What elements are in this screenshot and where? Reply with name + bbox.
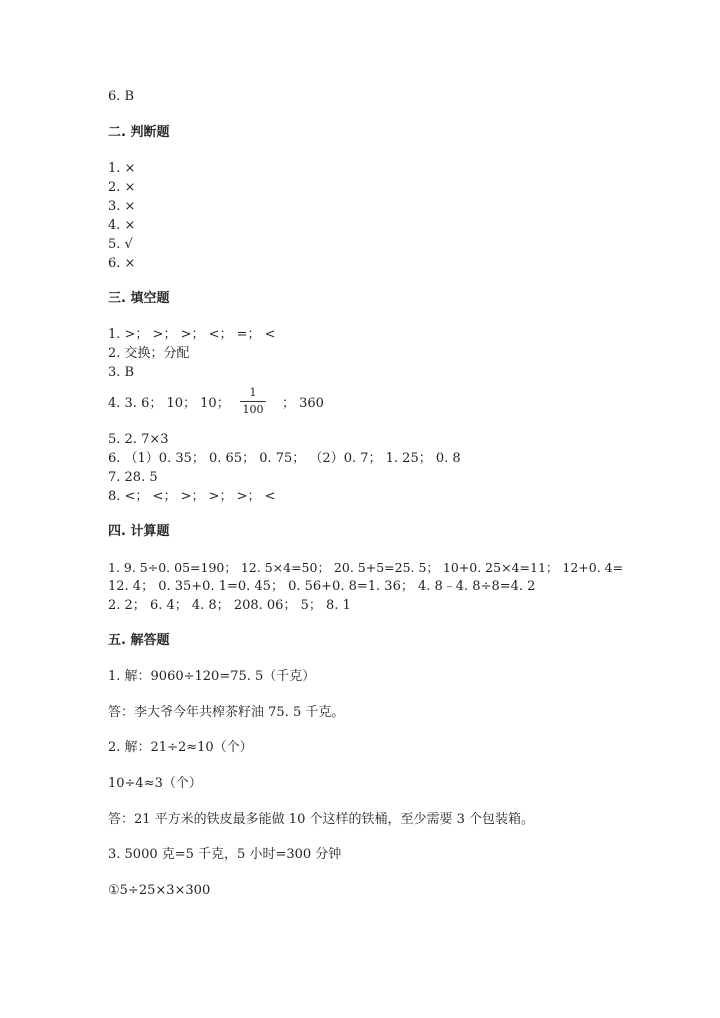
fill-item-7: 7. 28. 5 — [108, 470, 158, 485]
fill-item-6: 6. （1）0. 35； 0. 65； 0. 75； （2）0. 7； 1. 25； 0. 8 — [108, 451, 461, 466]
calc-item-2: 2. 2； 6. 4； 4. 8； 208. 06； 5； 8. 1 — [108, 598, 351, 613]
section-title-calculation: 四. 计算题 — [108, 524, 170, 539]
problem-3-solution-line-2: ①5÷25×3×300 — [108, 883, 211, 898]
fill-item-1: 1. >； >； >； <； =； < — [108, 327, 276, 342]
fraction-denominator: 100 — [242, 403, 264, 416]
problem-1-answer: 答：李大爷今年共榨茶籽油 75. 5 千克。 — [108, 705, 345, 720]
problem-2-solution-line-1: 2. 解：21÷2≈10（个） — [108, 740, 253, 755]
calc-item-1-line-1: 1. 9. 5÷0. 05=190； 12. 5×4=50； 20. 5+5=25. 5； 10+0. 25×4=11； 12+0. 4= — [108, 560, 624, 575]
fill-item-5: 5. 2. 7×3 — [108, 432, 169, 447]
judgment-item-6: 6. × — [108, 256, 136, 271]
judgment-item-2: 2. × — [108, 180, 136, 195]
fill-item-4-suffix: ； 360 — [282, 396, 324, 411]
fill-item-2: 2. 交换；分配 — [108, 346, 190, 361]
section-title-word-problems: 五. 解答题 — [108, 633, 170, 648]
judgment-item-1: 1. × — [108, 161, 136, 176]
fill-item-3: 3. B — [108, 365, 135, 380]
judgment-item-3: 3. × — [108, 199, 136, 214]
fill-item-8: 8. <； <； >； >； >； < — [108, 489, 276, 504]
fraction-numerator: 1 — [249, 386, 257, 399]
section-title-judgment: 二. 判断题 — [108, 125, 170, 140]
section-title-fill-blank: 三. 填空题 — [108, 291, 170, 306]
judgment-item-5: 5. √ — [108, 237, 133, 252]
fill-item-4-prefix: 4. 3. 6； 10； 10； — [108, 396, 230, 411]
fraction-one-hundredth — [240, 386, 266, 417]
prev-answer-6: 6. B — [108, 89, 135, 104]
problem-3-solution-line-1: 3. 5000 克=5 千克，5 小时=300 分钟 — [108, 847, 342, 862]
judgment-item-4: 4. × — [108, 218, 136, 233]
problem-1-solution: 1. 解：9060÷120=75. 5（千克） — [108, 669, 316, 684]
problem-2-answer: 答：21 平方米的铁皮最多能做 10 个这样的铁桶，至少需要 3 个包装箱。 — [108, 812, 535, 827]
problem-2-solution-line-2: 10÷4≈3（个） — [108, 776, 202, 791]
fraction-bar — [240, 401, 266, 402]
calc-item-1-line-2: 12. 4； 0. 35+0. 1=0. 45； 0. 56+0. 8=1. 36； 4. 8﹣4. 8÷8=4. 2 — [108, 579, 536, 594]
